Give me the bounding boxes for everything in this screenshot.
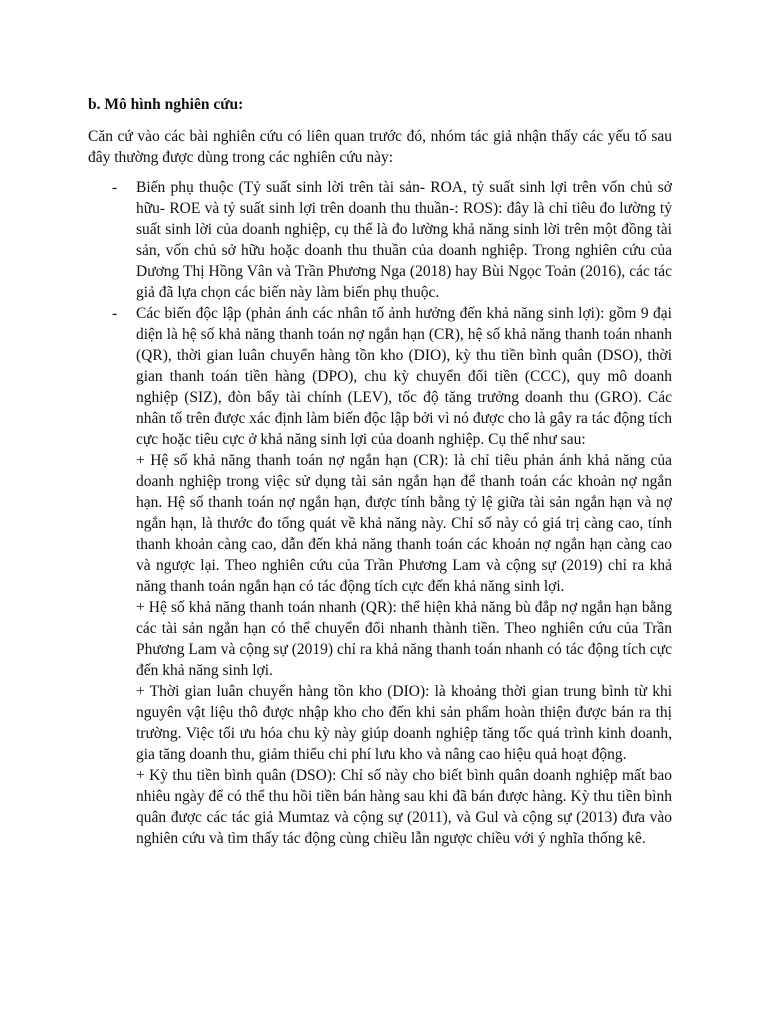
section-heading: b. Mô hình nghiên cứu: [88, 96, 244, 113]
bullet-dependent-variables [88, 177, 672, 303]
bullet-marker: - [112, 179, 118, 196]
sub-item-qr: + Hệ số khả năng thanh toán nhanh (QR): thể hiện khả năng bù đắp nợ ngắn hạn bằng các tài sản ngắn hạn có thể chuyển đổi nhanh thành tiền. Theo nghiên cứu của Trần Phương Lam và cộng sự (2019) chỉ ra khả năng thanh toán nhanh có tác động tích cực đến khả năng sinh lợi. [136, 599, 672, 679]
bullet-independent-variables [88, 303, 672, 849]
sub-item-cr: + Hệ số khả năng thanh toán nợ ngắn hạn (CR): là chỉ tiêu phản ánh khả năng của doanh nghiệp trong việc sử dụng tài sản ngắn hạn để thanh toán các khoản nợ ngắn hạn. Hệ số thanh toán nợ ngắn hạn, được tính bằng tỷ lệ giữa tài sản ngắn hạn và nợ ngắn hạn, là thước đo tổng quát về khả năng này. Chỉ số này có giá trị càng cao, tính thanh khoản càng cao, dẫn đến khả năng thanh toán các khoản nợ ngắn hạn càng cao và ngược lại. Theo nghiên cứu của Trần Phương Lam và cộng sự (2019) chỉ ra khả năng thanh toán ngắn hạn có tác động tích cực đến khả năng sinh lợi. [136, 452, 672, 595]
bullet-list [88, 177, 672, 849]
sub-item-dso: + Kỳ thu tiền bình quân (DSO): Chỉ số này cho biết bình quân doanh nghiệp mất bao nhiêu ngày để có thể thu hồi tiền bán hàng sau khi đã bán được hàng. Kỳ thu tiền bình quân được các tác giả Mumtaz và cộng sự (2011), và Gul và cộng sự (2013) đưa vào nghiên cứu và tìm thấy tác động cùng chiều lẫn ngược chiều với ý nghĩa thống kê. [136, 767, 672, 847]
intro-paragraph: Căn cứ vào các bài nghiên cứu có liên quan trước đó, nhóm tác giả nhận thấy các yếu tố sau đây thường được dùng trong các nghiên cứu này: [88, 128, 672, 166]
sub-item-dio: + Thời gian luân chuyển hàng tồn kho (DIO): là khoảng thời gian trung bình từ khi nguyên vật liệu thô được nhập kho cho đến khi sản phẩm hoàn thiện được bán ra thị trường. Việc tối ưu hóa chu kỳ này giúp doanh nghiệp tăng tốc quá trình kinh doanh, gia tăng doanh thu, giảm thiểu chi phí lưu kho và nâng cao hiệu quả hoạt động. [136, 683, 672, 763]
bullet-text: Các biến độc lập (phản ánh các nhân tố ảnh hưởng đến khả năng sinh lợi): gồm 9 đại diện là hệ số khả năng thanh toán nợ ngắn hạn (CR), hệ số khả năng thanh toán nhanh (QR), thời gian luân chuyển hàng tồn kho (DIO), kỳ thu tiền bình quân (DSO), thời gian thanh toán tiền hàng (DPO), chu kỳ chuyển đổi tiền (CCC), quy mô doanh nghiệp (SIZ), đòn bẩy tài chính (LEV), tốc độ tăng trưởng doanh thu (GRO). Các nhân tố trên được xác định làm biến độc lập bởi vì nó được cho là gây ra tác động tích cực hoặc tiêu cực ở khả năng sinh lợi của doanh nghiệp. Cụ thể như sau: [136, 305, 672, 448]
bullet-marker: - [112, 305, 118, 322]
bullet-text: Biến phụ thuộc (Tỷ suất sinh lời trên tài sản- ROA, tỷ suất sinh lợi trên vốn chủ sở hữu- ROE và tỷ suất sinh lợi trên doanh thu thuần-: ROS): đây là chỉ tiêu đo lường tỷ suất sinh lời của doanh nghiệp, cụ thể là đo lường khả năng sinh lời trên một đồng tài sản, vốn chủ sở hữu hoặc doanh thu thuần của doanh nghiệp. Trong nghiên cứu của Dương Thị Hồng Vân và Trần Phương Nga (2018) hay Bùi Ngọc Toản (2016), các tác giả đã lựa chọn các biến này làm biến phụ thuộc. [136, 179, 672, 301]
